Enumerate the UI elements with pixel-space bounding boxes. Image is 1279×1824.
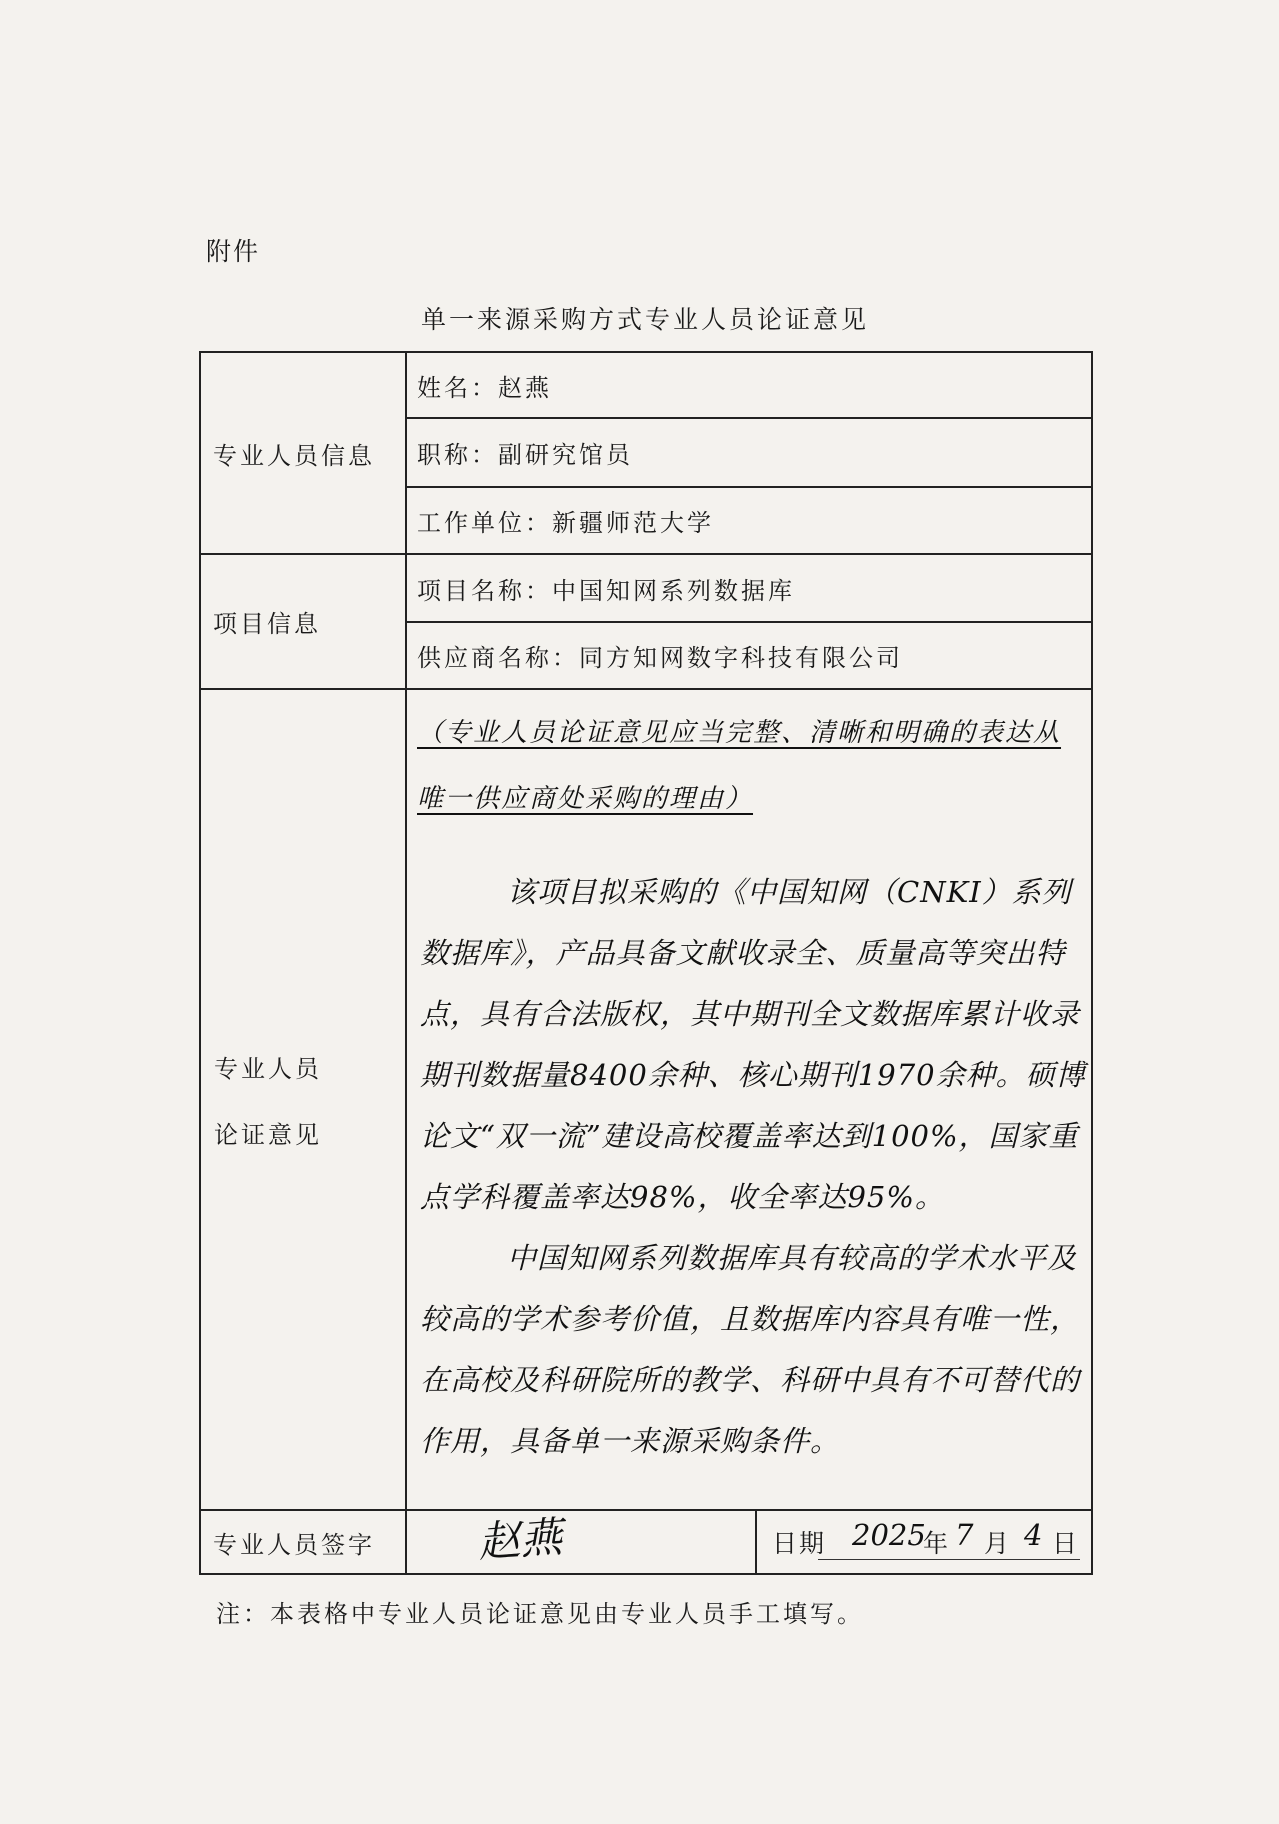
date-divider xyxy=(755,1510,757,1574)
project-info-label: 项目信息 xyxy=(213,610,321,638)
attachment-label: 附件 xyxy=(206,237,261,266)
date-underline xyxy=(818,1559,1080,1560)
opinion-paragraph: 中国知网系列数据库具有较高的学术水平及较高的学术参考价值，且数据库内容具有唯一性，在高校及科研院所的教学、科研中具有不可替代的作用，具备单一来源采购条件。 xyxy=(420,1241,1081,1458)
row-divider xyxy=(200,688,1092,690)
opinion-label xyxy=(214,1036,322,1168)
date-day: 4 xyxy=(1024,1518,1043,1552)
handwritten-signature: 赵燕 xyxy=(476,1512,564,1567)
date-year-unit: 年 xyxy=(923,1529,949,1558)
opinion-label-line1: 专业人员 xyxy=(214,1055,322,1083)
project-name: 项目名称：中国知网系列数据库 xyxy=(417,576,795,605)
expert-name: 姓名：赵燕 xyxy=(417,373,552,402)
signature-label: 专业人员签字 xyxy=(213,1531,375,1559)
opinion-paragraph: 该项目拟采购的《中国知网（CNKI）系列数据库》，产品具备文献收录全、质量高等突出特点，具有合法版权，其中期刊全文数据库累计收录期刊数据量8400余种、核心期刊1970余种。硕博论文“双一流”建设高校覆盖率达到100%，国家重点学科覆盖率达98%，收全率达95%。 xyxy=(420,875,1086,1214)
date-month: 7 xyxy=(955,1518,974,1552)
date-label: 日期 xyxy=(772,1529,827,1558)
date-month-unit: 月 xyxy=(984,1529,1010,1558)
opinion-label-line2: 论证意见 xyxy=(214,1121,322,1149)
date-year: 2025 xyxy=(852,1518,926,1552)
expert-employer: 工作单位：新疆师范大学 xyxy=(417,509,714,537)
handwritten-opinion xyxy=(420,862,1088,1472)
opinion-instruction: （专业人员论证意见应当完整、清晰和明确的表达从唯一供应商处采购的理由） xyxy=(417,718,1062,814)
expert-info-label: 专业人员信息 xyxy=(213,441,375,470)
footnote: 注：本表格中专业人员论证意见由专业人员手工填写。 xyxy=(216,1600,864,1628)
date-day-unit: 日 xyxy=(1052,1529,1078,1558)
document-title: 单一来源采购方式专业人员论证意见 xyxy=(420,305,869,334)
supplier-name: 供应商名称：同方知网数字科技有限公司 xyxy=(417,644,903,672)
expert-title: 职称：副研究馆员 xyxy=(417,441,633,469)
